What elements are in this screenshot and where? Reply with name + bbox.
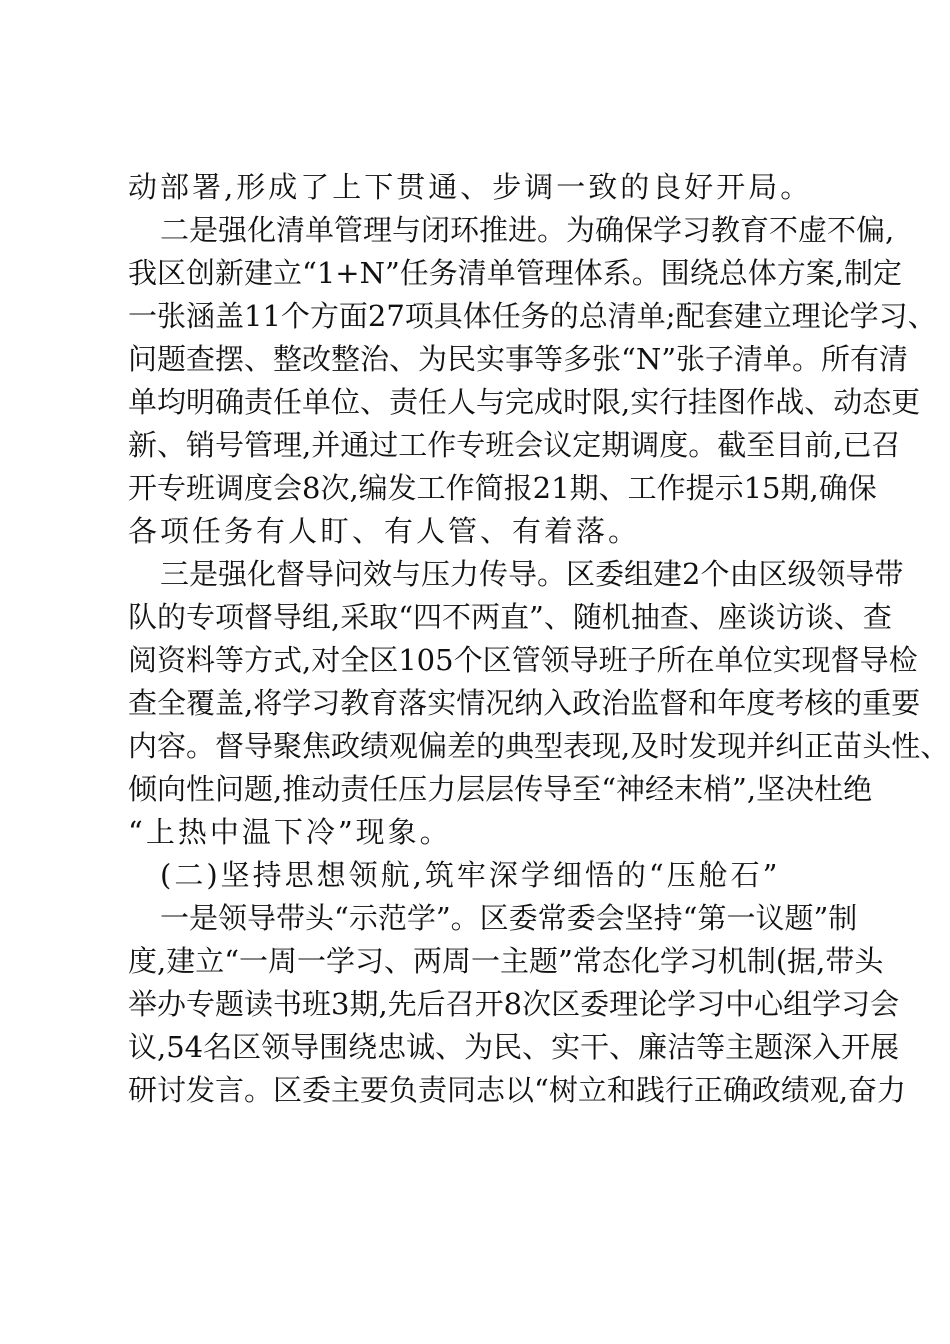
text-line: 我区创新建立“1+N”任务清单管理体系。围绕总体方案,制定	[128, 256, 902, 290]
text-line: 各项任务有人盯、有人管、有着落。	[128, 514, 641, 548]
text-line: 开专班调度会8次,编发工作简报21期、工作提示15期,确保	[128, 471, 877, 505]
text-line: 二是强化清单管理与闭环推进。为确保学习教育不虚不偏,	[160, 213, 895, 247]
text-line: 动部署,形成了上下贯通、步调一致的良好开局。	[128, 170, 813, 204]
text-line: 举办专题读书班3期,先后召开8次区委理论学习中心组学习会	[128, 987, 900, 1021]
text-line: 查全覆盖,将学习教育落实情况纳入政治监督和年度考核的重要	[128, 686, 921, 720]
text-line: 度,建立“一周一学习、两周一主题”常态化学习机制(据,带头	[128, 944, 884, 978]
text-line: 新、销号管理,并通过工作专班会议定期调度。截至目前,已召	[128, 428, 901, 462]
text-line: 一张涵盖11个方面27项具体任务的总清单;配套建立理论学习、	[128, 299, 937, 333]
section-heading: (二)坚持思想领航,筑牢深学细悟的“压舱石”	[160, 858, 781, 892]
text-line: 议,54名区领导围绕忠诚、为民、实干、廉洁等主题深入开展	[128, 1030, 900, 1064]
text-line: 一是领导带头“示范学”。区委常委会坚持“第一议题”制	[160, 901, 858, 935]
text-line: 内容。督导聚焦政绩观偏差的典型表现,及时发现并纠正苗头性、	[128, 729, 950, 763]
text-line: 三是强化督导问效与压力传导。区委组建2个由区级领导带	[160, 557, 904, 591]
text-line: 阅资料等方式,对全区105个区管领导班子所在单位实现督导检	[128, 643, 918, 677]
text-line: 队的专项督导组,采取“四不两直”、随机抽查、座谈访谈、查	[128, 600, 892, 634]
text-line: “上热中温下冷”现象。	[128, 815, 452, 849]
text-line: 单均明确责任单位、责任人与完成时限,实行挂图作战、动态更	[128, 385, 921, 419]
text-line: 倾向性问题,推动责任压力层层传导至“神经末梢”,坚决杜绝	[128, 772, 873, 806]
text-line: 问题查摆、整改整治、为民实事等多张“N”张子清单。所有清	[128, 342, 909, 376]
text-line: 研讨发言。区委主要负责同志以“树立和践行正确政绩观,奋力	[128, 1073, 907, 1107]
